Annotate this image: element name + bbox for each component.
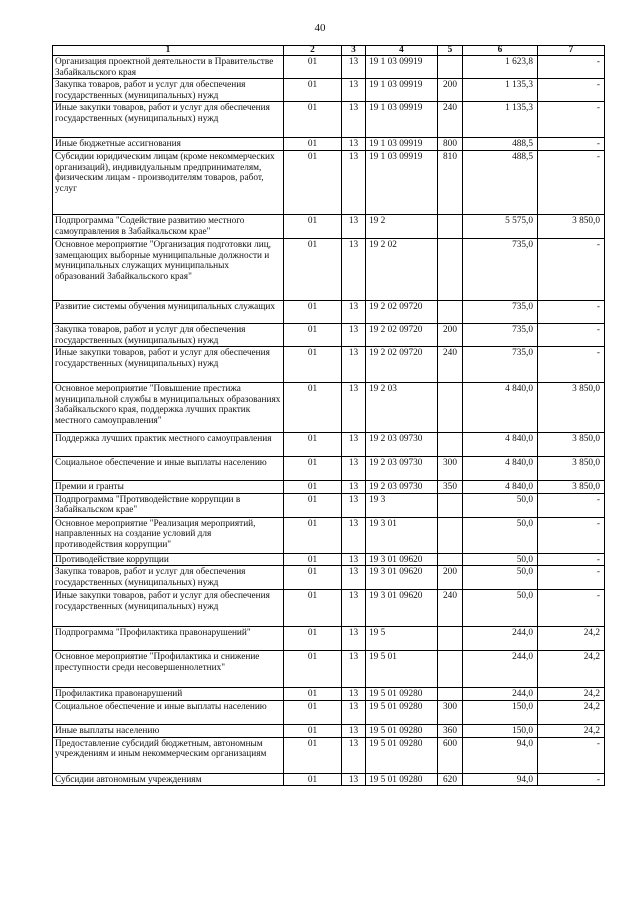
cell-amount-1: 150,0	[463, 724, 538, 737]
cell-target-code: 19 2	[366, 214, 438, 238]
table-body	[53, 56, 605, 786]
cell-section: 01	[284, 517, 342, 553]
cell-section: 01	[284, 300, 342, 323]
cell-target-code: 19 3 01 09620	[366, 553, 438, 566]
cell-section: 01	[284, 457, 342, 481]
cell-name: Противодействие коррупции	[53, 553, 284, 566]
table-row	[53, 627, 605, 651]
table-row	[53, 347, 605, 383]
cell-amount-1: 735,0	[463, 238, 538, 300]
cell-target-code: 19 5 01 09280	[366, 700, 438, 724]
table-row	[53, 138, 605, 151]
table-header-row	[53, 46, 605, 56]
column-header-1: 1	[53, 46, 284, 56]
cell-amount-2: -	[538, 347, 605, 383]
cell-name: Развитие системы обучения муниципальных служащих	[53, 300, 284, 323]
table-row	[53, 517, 605, 553]
cell-name: Субсидии юридическим лицам (кроме некоммерческих организаций), индивидуальным предпринимателям, физическим лицам - производителям товаров, работ, услуг	[53, 150, 284, 214]
cell-amount-1: 4 840,0	[463, 383, 538, 433]
cell-section: 01	[284, 138, 342, 151]
cell-name: Основное мероприятие "Повышение престижа муниципальной службы в муниципальных образованиях Забайкальского края, поддержка лучших практик местного самоуправления"	[53, 383, 284, 433]
cell-name: Иные закупки товаров, работ и услуг для обеспечения государственных (муниципальных) нужд	[53, 590, 284, 627]
cell-amount-1: 50,0	[463, 493, 538, 517]
cell-target-code: 19 5 01 09280	[366, 737, 438, 773]
column-header-5: 5	[438, 46, 463, 56]
cell-section: 01	[284, 56, 342, 79]
cell-section: 01	[284, 590, 342, 627]
cell-name: Иные закупки товаров, работ и услуг для обеспечения государственных (муниципальных) нужд	[53, 102, 284, 138]
cell-amount-1: 94,0	[463, 773, 538, 786]
cell-amount-1: 244,0	[463, 627, 538, 651]
cell-section: 01	[284, 214, 342, 238]
cell-section: 01	[284, 651, 342, 688]
table-row	[53, 566, 605, 590]
cell-amount-1: 4 840,0	[463, 457, 538, 481]
cell-section: 01	[284, 566, 342, 590]
cell-subsection: 13	[342, 627, 366, 651]
cell-subsection: 13	[342, 138, 366, 151]
cell-name: Основное мероприятие "Профилактика и снижение преступности среди несовершеннолетних"	[53, 651, 284, 688]
cell-amount-2: -	[538, 737, 605, 773]
cell-expense-type: 200	[438, 323, 463, 346]
cell-target-code: 19 5 01	[366, 651, 438, 688]
table-row	[53, 102, 605, 138]
table-row	[53, 773, 605, 786]
cell-target-code: 19 2 03 09730	[366, 433, 438, 457]
cell-expense-type: 240	[438, 347, 463, 383]
table-row	[53, 700, 605, 724]
cell-target-code: 19 1 03 09919	[366, 102, 438, 138]
cell-amount-1: 150,0	[463, 700, 538, 724]
cell-name: Подпрограмма "Противодействие коррупции в Забайкальском крае"	[53, 493, 284, 517]
cell-target-code: 19 2 03 09730	[366, 457, 438, 481]
cell-expense-type	[438, 627, 463, 651]
cell-expense-type	[438, 433, 463, 457]
cell-target-code: 19 3 01 09620	[366, 566, 438, 590]
table-row	[53, 150, 605, 214]
cell-target-code: 19 1 03 09919	[366, 56, 438, 79]
table-row	[53, 214, 605, 238]
cell-expense-type	[438, 300, 463, 323]
cell-amount-1: 488,5	[463, 138, 538, 151]
cell-amount-2: -	[538, 773, 605, 786]
cell-expense-type: 350	[438, 481, 463, 494]
cell-expense-type: 200	[438, 566, 463, 590]
cell-target-code: 19 5 01 09280	[366, 724, 438, 737]
cell-amount-1: 488,5	[463, 150, 538, 214]
cell-amount-2: 3 850,0	[538, 457, 605, 481]
cell-section: 01	[284, 433, 342, 457]
cell-amount-1: 1 135,3	[463, 102, 538, 138]
cell-expense-type: 300	[438, 457, 463, 481]
cell-target-code: 19 2 02 09720	[366, 323, 438, 346]
cell-subsection: 13	[342, 724, 366, 737]
cell-subsection: 13	[342, 688, 366, 701]
cell-target-code: 19 2 03	[366, 383, 438, 433]
cell-name: Предоставление субсидий бюджетным, автономным учреждениям и иным некоммерческим организациям	[53, 737, 284, 773]
cell-section: 01	[284, 724, 342, 737]
cell-subsection: 13	[342, 150, 366, 214]
column-header-6: 6	[463, 46, 538, 56]
cell-subsection: 13	[342, 651, 366, 688]
cell-amount-1: 50,0	[463, 590, 538, 627]
cell-name: Субсидии автономным учреждениям	[53, 773, 284, 786]
table-row	[53, 383, 605, 433]
cell-target-code: 19 5	[366, 627, 438, 651]
cell-name: Профилактика правонарушений	[53, 688, 284, 701]
cell-expense-type: 800	[438, 138, 463, 151]
cell-target-code: 19 1 03 09919	[366, 79, 438, 102]
cell-expense-type: 240	[438, 102, 463, 138]
cell-name: Поддержка лучших практик местного самоуправления	[53, 433, 284, 457]
cell-section: 01	[284, 481, 342, 494]
column-header-3: 3	[342, 46, 366, 56]
table-row	[53, 493, 605, 517]
cell-expense-type: 300	[438, 700, 463, 724]
cell-subsection: 13	[342, 481, 366, 494]
cell-expense-type: 240	[438, 590, 463, 627]
cell-expense-type: 810	[438, 150, 463, 214]
cell-expense-type	[438, 238, 463, 300]
cell-name: Иные бюджетные ассигнования	[53, 138, 284, 151]
table-row	[53, 238, 605, 300]
cell-expense-type	[438, 493, 463, 517]
cell-amount-2: 3 850,0	[538, 383, 605, 433]
cell-target-code: 19 2 02 09720	[366, 300, 438, 323]
cell-subsection: 13	[342, 737, 366, 773]
cell-section: 01	[284, 79, 342, 102]
cell-name: Премии и гранты	[53, 481, 284, 494]
cell-subsection: 13	[342, 553, 366, 566]
cell-subsection: 13	[342, 56, 366, 79]
cell-name: Иные закупки товаров, работ и услуг для обеспечения государственных (муниципальных) нужд	[53, 347, 284, 383]
cell-subsection: 13	[342, 590, 366, 627]
cell-name: Закупка товаров, работ и услуг для обеспечения государственных (муниципальных) нужд	[53, 323, 284, 346]
cell-subsection: 13	[342, 300, 366, 323]
cell-amount-2: -	[538, 300, 605, 323]
cell-name: Иные выплаты населению	[53, 724, 284, 737]
cell-name: Закупка товаров, работ и услуг для обеспечения государственных (муниципальных) нужд	[53, 566, 284, 590]
cell-amount-2: -	[538, 517, 605, 553]
cell-amount-1: 244,0	[463, 651, 538, 688]
cell-subsection: 13	[342, 323, 366, 346]
cell-section: 01	[284, 102, 342, 138]
cell-expense-type: 620	[438, 773, 463, 786]
cell-subsection: 13	[342, 238, 366, 300]
cell-subsection: 13	[342, 433, 366, 457]
cell-section: 01	[284, 627, 342, 651]
cell-amount-2: 24,2	[538, 724, 605, 737]
column-header-4: 4	[366, 46, 438, 56]
cell-amount-1: 735,0	[463, 347, 538, 383]
cell-target-code: 19 2 03 09730	[366, 481, 438, 494]
cell-target-code: 19 2 02	[366, 238, 438, 300]
cell-amount-2: 24,2	[538, 651, 605, 688]
table-row	[53, 688, 605, 701]
cell-name: Закупка товаров, работ и услуг для обеспечения государственных (муниципальных) нужд	[53, 79, 284, 102]
table-row	[53, 590, 605, 627]
table-row	[53, 79, 605, 102]
cell-name: Социальное обеспечение и иные выплаты населению	[53, 457, 284, 481]
table-row	[53, 433, 605, 457]
table-row	[53, 56, 605, 79]
cell-amount-2: 24,2	[538, 627, 605, 651]
cell-amount-1: 50,0	[463, 566, 538, 590]
cell-expense-type	[438, 517, 463, 553]
budget-table	[52, 45, 605, 786]
cell-amount-2: -	[538, 323, 605, 346]
table-row	[53, 737, 605, 773]
cell-section: 01	[284, 347, 342, 383]
cell-amount-2: -	[538, 553, 605, 566]
column-header-2: 2	[284, 46, 342, 56]
cell-amount-1: 50,0	[463, 553, 538, 566]
cell-target-code: 19 2 02 09720	[366, 347, 438, 383]
cell-subsection: 13	[342, 700, 366, 724]
cell-amount-2: -	[538, 238, 605, 300]
table-row	[53, 323, 605, 346]
cell-expense-type	[438, 383, 463, 433]
cell-subsection: 13	[342, 79, 366, 102]
cell-amount-1: 244,0	[463, 688, 538, 701]
cell-amount-2: -	[538, 79, 605, 102]
cell-section: 01	[284, 688, 342, 701]
cell-name: Организация проектной деятельности в Правительстве Забайкальского края	[53, 56, 284, 79]
cell-subsection: 13	[342, 347, 366, 383]
cell-amount-2: -	[538, 493, 605, 517]
cell-amount-2: -	[538, 590, 605, 627]
cell-section: 01	[284, 700, 342, 724]
cell-expense-type	[438, 214, 463, 238]
cell-name: Социальное обеспечение и иные выплаты населению	[53, 700, 284, 724]
table-row	[53, 651, 605, 688]
cell-subsection: 13	[342, 493, 366, 517]
cell-amount-2: -	[538, 150, 605, 214]
cell-amount-1: 5 575,0	[463, 214, 538, 238]
table-row	[53, 553, 605, 566]
cell-target-code: 19 1 03 09919	[366, 150, 438, 214]
cell-amount-1: 4 840,0	[463, 481, 538, 494]
cell-section: 01	[284, 553, 342, 566]
cell-amount-2: 3 850,0	[538, 433, 605, 457]
cell-target-code: 19 3 01	[366, 517, 438, 553]
cell-subsection: 13	[342, 773, 366, 786]
table-row	[53, 481, 605, 494]
cell-amount-2: 3 850,0	[538, 214, 605, 238]
cell-amount-1: 50,0	[463, 517, 538, 553]
cell-amount-1: 1 623,8	[463, 56, 538, 79]
cell-target-code: 19 3 01 09620	[366, 590, 438, 627]
cell-amount-2: -	[538, 56, 605, 79]
cell-section: 01	[284, 238, 342, 300]
cell-amount-2: 3 850,0	[538, 481, 605, 494]
cell-expense-type: 360	[438, 724, 463, 737]
cell-expense-type	[438, 56, 463, 79]
cell-amount-2: -	[538, 566, 605, 590]
cell-amount-1: 1 135,3	[463, 79, 538, 102]
cell-subsection: 13	[342, 457, 366, 481]
cell-amount-1: 735,0	[463, 323, 538, 346]
cell-amount-2: 24,2	[538, 688, 605, 701]
cell-target-code: 19 5 01 09280	[366, 688, 438, 701]
cell-amount-1: 94,0	[463, 737, 538, 773]
cell-name: Подпрограмма "Профилактика правонарушений"	[53, 627, 284, 651]
cell-amount-2: 24,2	[538, 700, 605, 724]
table-row	[53, 457, 605, 481]
cell-expense-type: 600	[438, 737, 463, 773]
cell-amount-2: -	[538, 138, 605, 151]
cell-amount-2: -	[538, 102, 605, 138]
table-row	[53, 724, 605, 737]
cell-expense-type	[438, 688, 463, 701]
cell-subsection: 13	[342, 214, 366, 238]
column-header-7: 7	[538, 46, 605, 56]
cell-section: 01	[284, 773, 342, 786]
cell-subsection: 13	[342, 517, 366, 553]
cell-subsection: 13	[342, 102, 366, 138]
cell-subsection: 13	[342, 383, 366, 433]
cell-amount-1: 4 840,0	[463, 433, 538, 457]
cell-expense-type: 200	[438, 79, 463, 102]
cell-name: Подпрограмма "Содействие развитию местного самоуправления в Забайкальском крае"	[53, 214, 284, 238]
cell-section: 01	[284, 323, 342, 346]
cell-name: Основное мероприятие "Организация подготовки лиц, замещающих выборные муниципальные должности и муниципальных служащих муниципальных образований Забайкальского края"	[53, 238, 284, 300]
page-number: 40	[314, 22, 326, 34]
cell-amount-1: 735,0	[463, 300, 538, 323]
cell-section: 01	[284, 383, 342, 433]
cell-section: 01	[284, 493, 342, 517]
cell-target-code: 19 1 03 09919	[366, 138, 438, 151]
cell-target-code: 19 3	[366, 493, 438, 517]
cell-expense-type	[438, 553, 463, 566]
cell-section: 01	[284, 737, 342, 773]
cell-section: 01	[284, 150, 342, 214]
cell-expense-type	[438, 651, 463, 688]
table-row	[53, 300, 605, 323]
cell-subsection: 13	[342, 566, 366, 590]
cell-target-code: 19 5 01 09280	[366, 773, 438, 786]
cell-name: Основное мероприятие "Реализация мероприятий, направленных на создание условий для противодействия коррупции"	[53, 517, 284, 553]
